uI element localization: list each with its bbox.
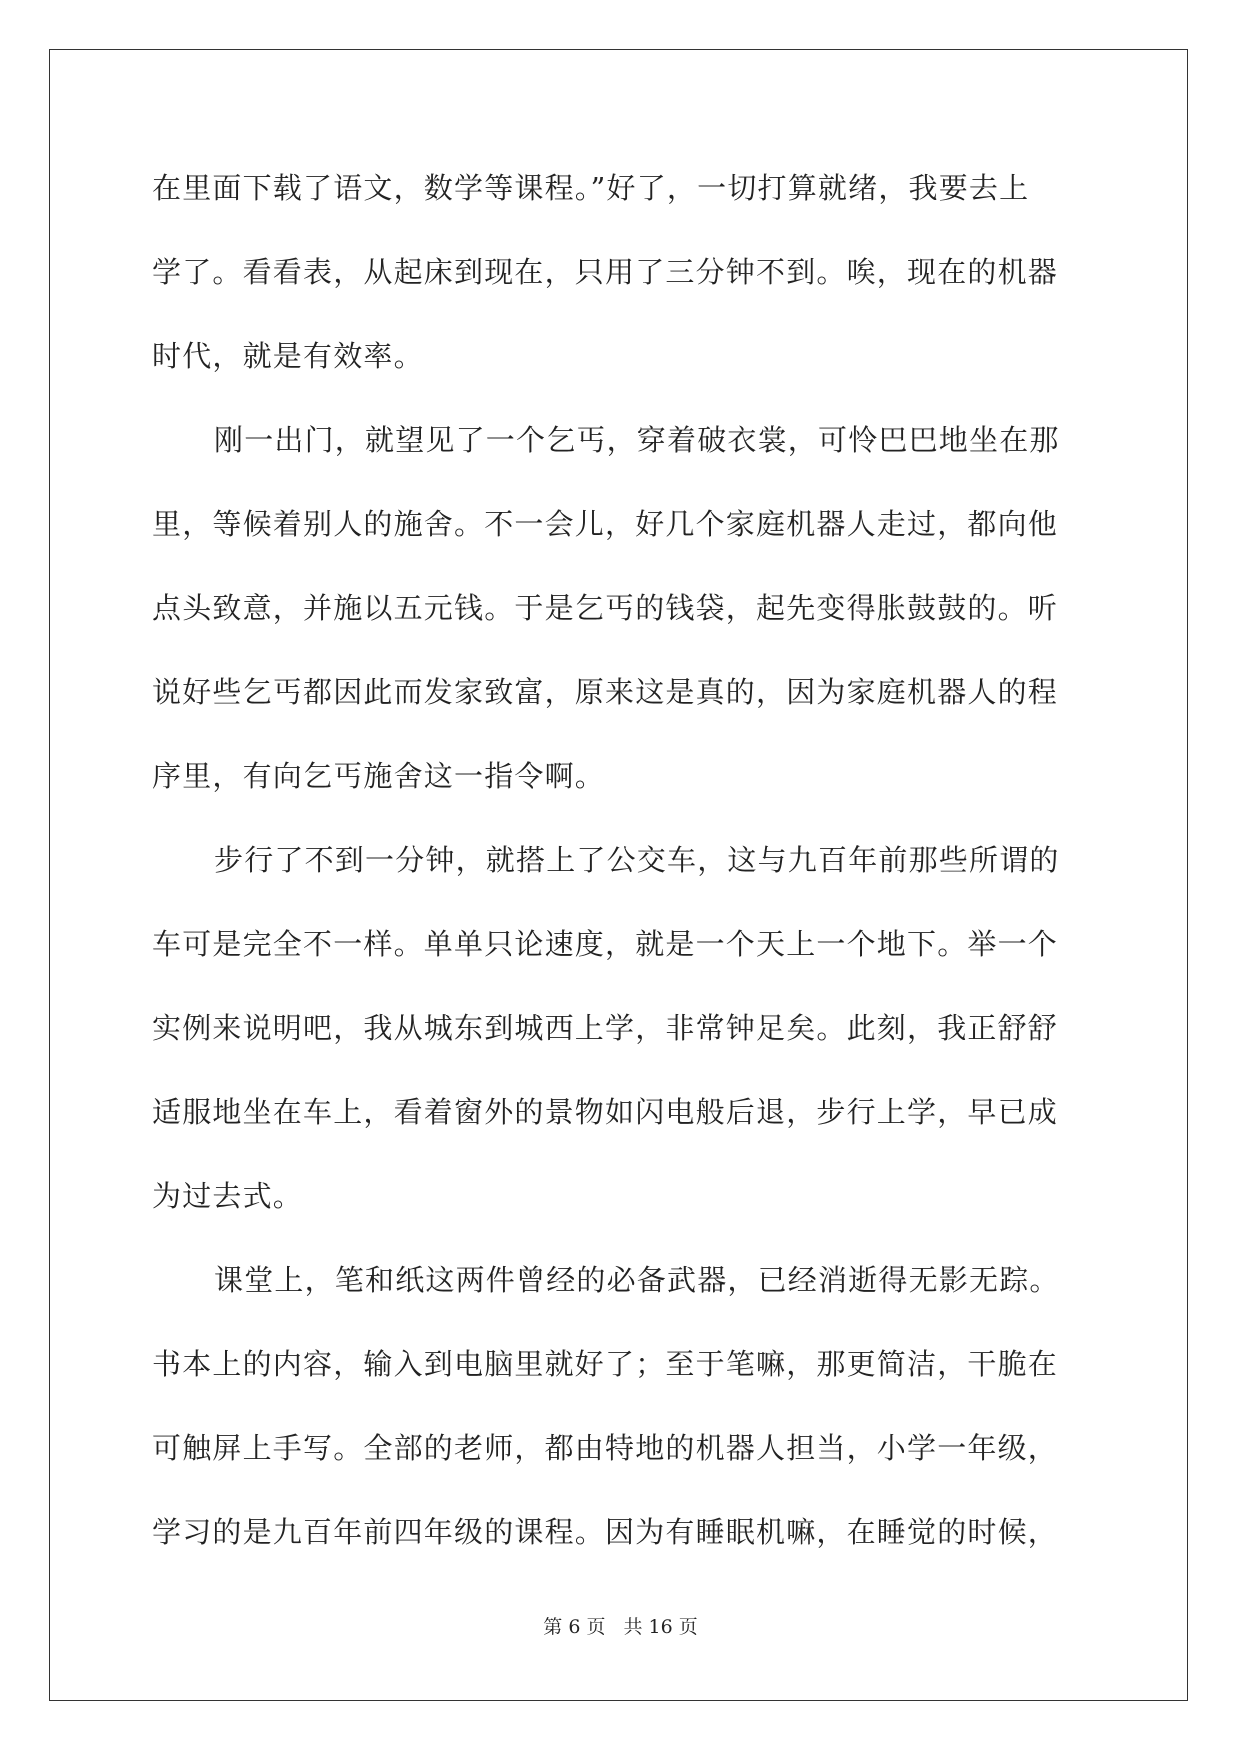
paragraph-start-line: 刚一出门，就望见了一个乞丐，穿着破衣裳，可怜巴巴地坐在那 <box>214 423 1060 457</box>
text-line: 序里，有向乞丐施舍这一指令啊。 <box>152 759 606 793</box>
paragraph-start-line: 步行了不到一分钟，就搭上了公交车，这与九百年前那些所谓的 <box>214 843 1060 877</box>
text-line: 学习的是九百年前四年级的课程。因为有睡眠机嘛，在睡觉的时候， <box>152 1515 1059 1549</box>
text-line: 为过去式。 <box>152 1179 304 1213</box>
text-line: 书本上的内容，输入到电脑里就好了；至于笔嘛，那更简洁，干脆在 <box>152 1347 1059 1381</box>
text-line: 学了。看看表，从起床到现在，只用了三分钟不到。唉，现在的机器 <box>152 255 1059 289</box>
paragraph-start-line: 课堂上，笔和纸这两件曾经的必备武器，已经消逝得无影无踪。 <box>214 1263 1060 1297</box>
text-line: 点头致意，并施以五元钱。于是乞丐的钱袋，起先变得胀鼓鼓的。听 <box>152 591 1059 625</box>
page-number: 第 6 页 <box>543 1616 606 1638</box>
text-line: 车可是完全不一样。单单只论速度，就是一个天上一个地下。举一个 <box>152 927 1059 961</box>
text-line: 可触屏上手写。全部的老师，都由特地的机器人担当，小学一年级， <box>152 1431 1059 1465</box>
text-line: 里，等候着别人的施舍。不一会儿，好几个家庭机器人走过，都向他 <box>152 507 1059 541</box>
document-body <box>152 160 1090 1588</box>
text-line: 在里面下载了语文，数学等课程。”好了，一切打算就绪，我要去上 <box>152 171 1030 205</box>
page-footer <box>0 1615 1241 1639</box>
text-line: 说好些乞丐都因此而发家致富，原来这是真的，因为家庭机器人的程 <box>152 675 1059 709</box>
text-line: 时代，就是有效率。 <box>152 339 424 373</box>
text-line: 适服地坐在车上，看着窗外的景物如闪电般后退，步行上学，早已成 <box>152 1095 1059 1129</box>
total-pages: 共 16 页 <box>623 1616 698 1638</box>
text-line: 实例来说明吧，我从城东到城西上学，非常钟足矣。此刻，我正舒舒 <box>152 1011 1059 1045</box>
